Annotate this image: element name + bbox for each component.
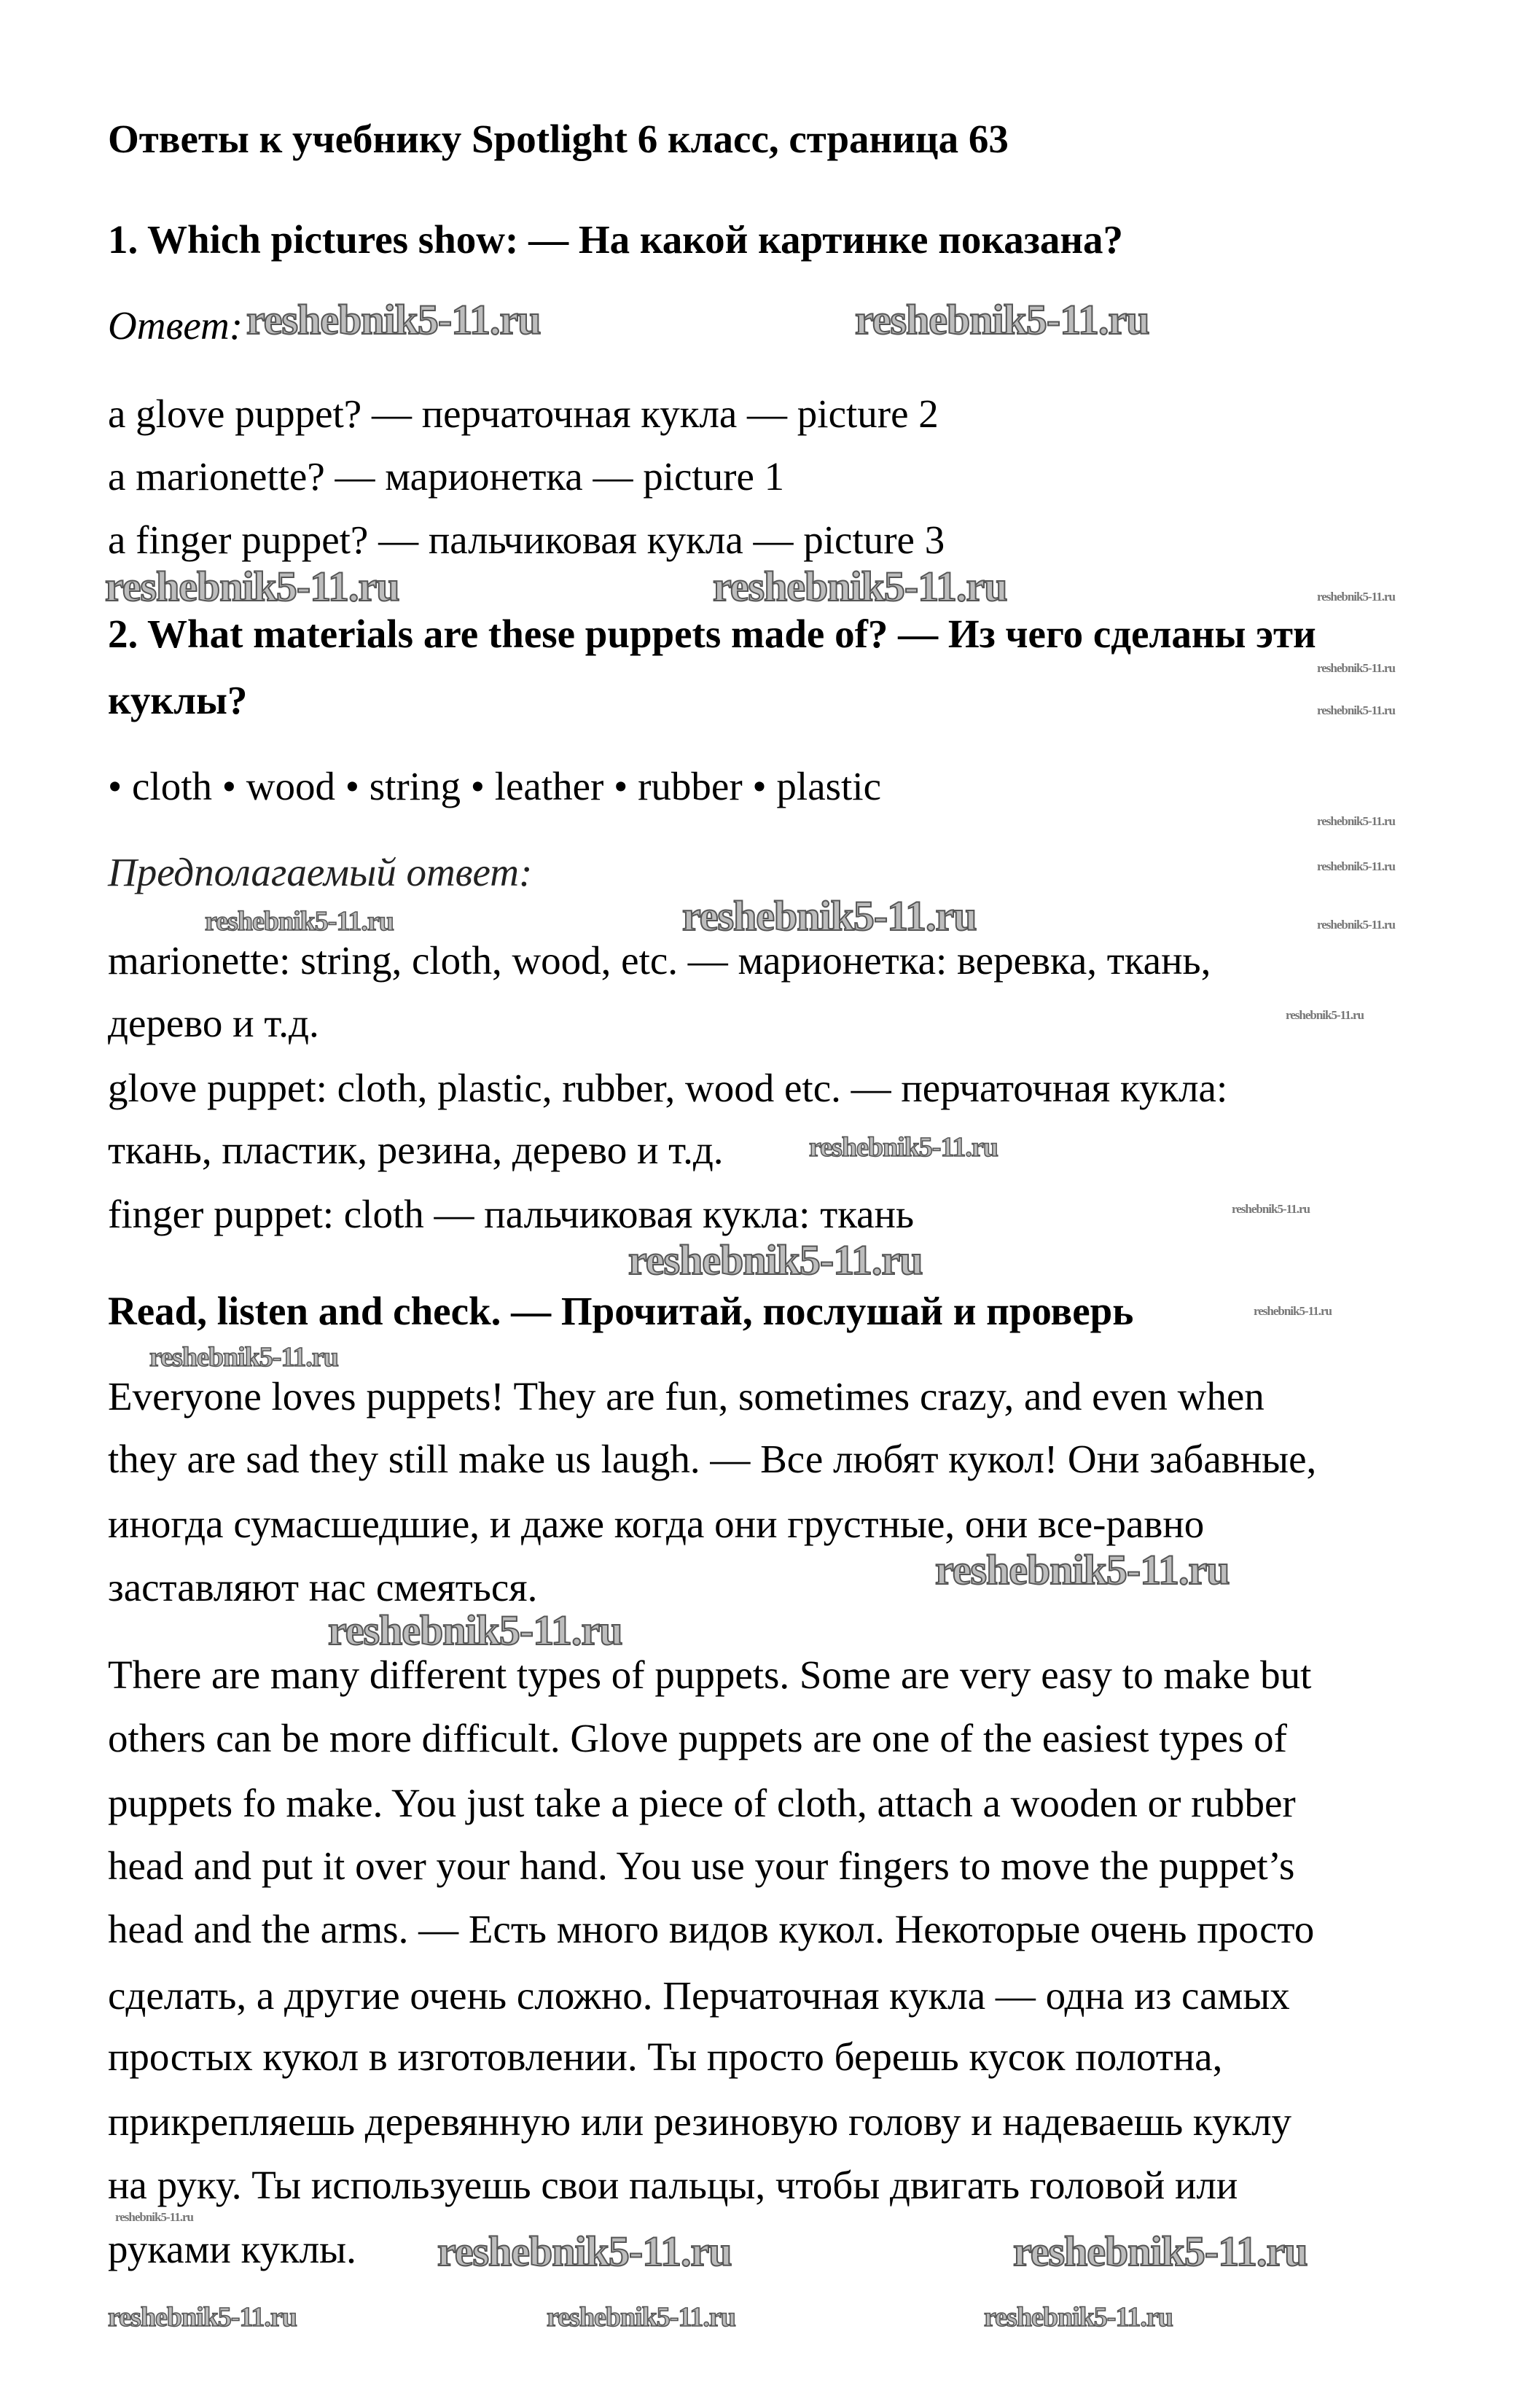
watermark: reshebnik5-11.ru: [1013, 2228, 1308, 2275]
question-2-heading: 2. What materials are these puppets made of? — Из чего сделаны эти: [108, 612, 1316, 656]
watermark: reshebnik5-11.ru: [246, 296, 541, 343]
watermark-small: reshebnik5-11.ru: [1286, 1008, 1364, 1022]
question-1-heading: 1. Which pictures show: — На какой картинке показана?: [108, 217, 1124, 262]
page-title: Ответы к учебнику Spotlight 6 класс, страница 63: [108, 117, 1009, 161]
answer-line: a finger puppet? — пальчиковая кукла — picture 3: [108, 518, 945, 562]
answer-label: Ответ:: [108, 303, 243, 348]
watermark-small: reshebnik5-11.ru: [1317, 661, 1395, 675]
watermark: reshebnik5-11.ru: [935, 1546, 1230, 1593]
watermark-small: reshebnik5-11.ru: [115, 2210, 193, 2224]
watermark: reshebnik5-11.ru: [105, 563, 399, 610]
watermark-small: reshebnik5-11.ru: [1317, 859, 1395, 873]
answer-line: дерево и т.д.: [108, 1001, 319, 1045]
suggested-answer-label: Предполагаемый ответ:: [108, 850, 533, 894]
text-line: прикрепляешь деревянную или резиновую голову и надеваешь куклу: [108, 2099, 1292, 2144]
watermark: reshebnik5-11.ru: [328, 1607, 622, 1654]
watermark-small: reshebnik5-11.ru: [1317, 918, 1395, 932]
watermark: reshebnik5-11.ru: [108, 2302, 297, 2333]
question-3-heading: Read, listen and check. — Прочитай, послушай и проверь: [108, 1289, 1134, 1333]
watermark: reshebnik5-11.ru: [682, 892, 977, 940]
text-line: head and the arms. — Есть много видов кукол. Некоторые очень просто: [108, 1907, 1315, 1951]
text-line: others can be more difficult. Glove puppets are one of the easiest types of: [108, 1716, 1287, 1760]
text-line: puppets fo make. You just take a piece of cloth, attach a wooden or rubber: [108, 1781, 1296, 1825]
text-line: There are many different types of puppets. Some are very easy to make but: [108, 1652, 1312, 1697]
watermark-small: reshebnik5-11.ru: [1317, 703, 1395, 717]
watermark: reshebnik5-11.ru: [628, 1236, 923, 1284]
watermark-small: reshebnik5-11.ru: [1254, 1304, 1332, 1318]
watermark: reshebnik5-11.ru: [984, 2302, 1173, 2333]
text-line: иногда сумасшедшие, и даже когда они грустные, они все-равно: [108, 1502, 1205, 1546]
answer-line: a glove puppet? — перчаточная кукла — picture 2: [108, 391, 939, 436]
text-line: заставляют нас смеяться.: [108, 1565, 538, 1609]
watermark-small: reshebnik5-11.ru: [1317, 590, 1395, 604]
answer-line: ткань, пластик, резина, дерево и т.д.: [108, 1128, 724, 1172]
watermark: reshebnik5-11.ru: [149, 1342, 338, 1373]
watermark: reshebnik5-11.ru: [809, 1132, 998, 1163]
text-line: руками куклы.: [108, 2227, 356, 2271]
text-line: head and put it over your hand. You use your fingers to move the puppet’s: [108, 1843, 1295, 1888]
watermark-small: reshebnik5-11.ru: [1232, 1202, 1310, 1216]
watermark: reshebnik5-11.ru: [547, 2302, 735, 2333]
watermark: reshebnik5-11.ru: [205, 906, 394, 937]
watermark: reshebnik5-11.ru: [437, 2228, 732, 2275]
watermark: reshebnik5-11.ru: [713, 563, 1007, 610]
answer-line: a marionette? — марионетка — picture 1: [108, 454, 785, 499]
text-line: простых кукол в изготовлении. Ты просто берешь кусок полотна,: [108, 2034, 1223, 2079]
answer-line: glove puppet: cloth, plastic, rubber, wood etc. — перчаточная кукла:: [108, 1066, 1228, 1110]
watermark-small: reshebnik5-11.ru: [1317, 814, 1395, 828]
question-2-heading-cont: куклы?: [108, 678, 248, 722]
answer-line: marionette: string, cloth, wood, etc. — марионетка: веревка, ткань,: [108, 938, 1211, 983]
materials-list: • cloth • wood • string • leather • rubber • plastic: [108, 764, 881, 808]
text-line: they are sad they still make us laugh. — Все любят кукол! Они забавные,: [108, 1437, 1317, 1481]
text-line: на руку. Ты используешь свои пальцы, чтобы двигать головой или: [108, 2163, 1238, 2207]
watermark: reshebnik5-11.ru: [855, 296, 1149, 343]
text-line: сделать, а другие очень сложно. Перчаточная кукла — одна из самых: [108, 1973, 1290, 2018]
text-line: Everyone loves puppets! They are fun, sometimes crazy, and even when: [108, 1374, 1265, 1418]
answer-line: finger puppet: cloth — пальчиковая кукла: ткань: [108, 1192, 915, 1236]
